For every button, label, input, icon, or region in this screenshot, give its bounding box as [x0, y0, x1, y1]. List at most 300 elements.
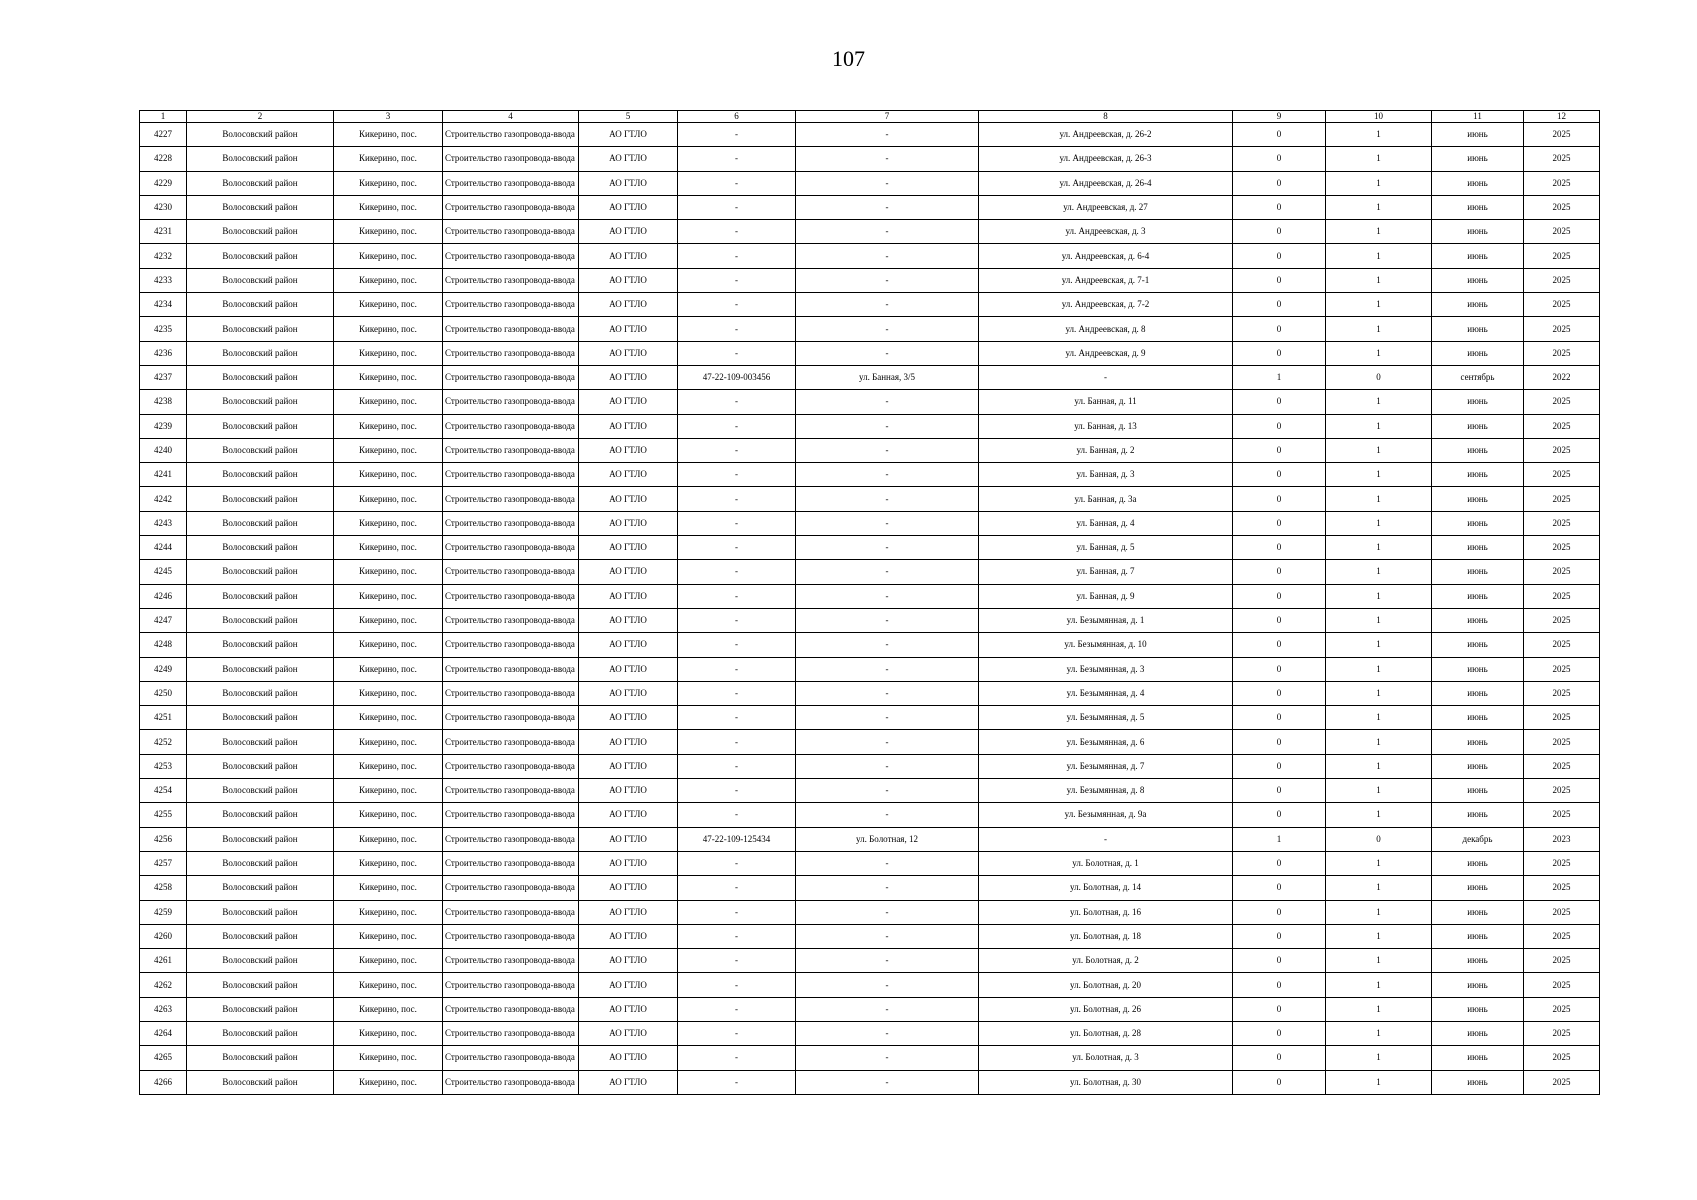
table-row — [140, 973, 1600, 997]
table-cell: 2025 — [1524, 293, 1600, 317]
table-cell: 0 — [1233, 463, 1326, 487]
table-cell: июнь — [1432, 147, 1524, 171]
page-number: 107 — [832, 46, 865, 71]
table-cell: 0 — [1233, 220, 1326, 244]
table-cell: 0 — [1233, 633, 1326, 657]
table-cell: АО ГТЛО — [579, 147, 678, 171]
table-cell: 2025 — [1524, 584, 1600, 608]
table-row — [140, 341, 1600, 365]
table-cell: Кикерино, пос. — [334, 657, 443, 681]
table-cell: 0 — [1233, 997, 1326, 1021]
table-row — [140, 487, 1600, 511]
table-cell: Кикерино, пос. — [334, 560, 443, 584]
table-cell: АО ГТЛО — [579, 341, 678, 365]
table-cell: 0 — [1233, 536, 1326, 560]
table-cell: 0 — [1233, 341, 1326, 365]
table-cell: 0 — [1326, 827, 1432, 851]
table-cell: июнь — [1432, 463, 1524, 487]
table-cell: 47-22-109-003456 — [678, 365, 796, 389]
table-row — [140, 390, 1600, 414]
table-cell: 4245 — [140, 560, 187, 584]
table-cell: июнь — [1432, 560, 1524, 584]
table-row — [140, 293, 1600, 317]
table-cell: - — [796, 706, 979, 730]
table-cell: июнь — [1432, 220, 1524, 244]
table-cell: 0 — [1233, 851, 1326, 875]
table-cell: 0 — [1233, 147, 1326, 171]
table-row — [140, 1070, 1600, 1094]
table-cell: 2025 — [1524, 803, 1600, 827]
table-cell: - — [678, 390, 796, 414]
table-row — [140, 414, 1600, 438]
table-cell: Волосовский район — [187, 949, 334, 973]
table-cell: АО ГТЛО — [579, 463, 678, 487]
column-header: 7 — [796, 111, 979, 123]
table-cell: 4255 — [140, 803, 187, 827]
table-cell: 2025 — [1524, 244, 1600, 268]
table-cell: 4232 — [140, 244, 187, 268]
table-cell: 1 — [1326, 924, 1432, 948]
table-cell: АО ГТЛО — [579, 560, 678, 584]
table-cell: 2025 — [1524, 754, 1600, 778]
table-cell: 4244 — [140, 536, 187, 560]
table-cell: - — [678, 924, 796, 948]
table-cell: - — [678, 803, 796, 827]
table-cell: - — [678, 414, 796, 438]
table-cell: ул. Андреевская, д. 7-1 — [979, 268, 1233, 292]
table-cell: АО ГТЛО — [579, 365, 678, 389]
table-cell: Волосовский район — [187, 973, 334, 997]
table-cell: - — [796, 438, 979, 462]
table-cell: 4256 — [140, 827, 187, 851]
table-cell: - — [979, 365, 1233, 389]
table-cell: 4262 — [140, 973, 187, 997]
table-cell: июнь — [1432, 487, 1524, 511]
table-cell: - — [796, 876, 979, 900]
table-row — [140, 827, 1600, 851]
table-cell: - — [678, 123, 796, 147]
table-cell: ул. Банная, д. 3 — [979, 463, 1233, 487]
table-cell: - — [678, 900, 796, 924]
table-cell: 1 — [1326, 1046, 1432, 1070]
table-cell: ул. Банная, д. 7 — [979, 560, 1233, 584]
table-row — [140, 803, 1600, 827]
table-cell: 2025 — [1524, 900, 1600, 924]
table-cell: Волосовский район — [187, 924, 334, 948]
table-cell: 0 — [1233, 803, 1326, 827]
table-cell: Волосовский район — [187, 414, 334, 438]
table-row — [140, 195, 1600, 219]
table-cell: 0 — [1233, 487, 1326, 511]
table-cell: - — [796, 1070, 979, 1094]
table-cell: Волосовский район — [187, 293, 334, 317]
table-cell: ул. Банная, д. 5 — [979, 536, 1233, 560]
table-cell: 1 — [1326, 341, 1432, 365]
table-cell: 4254 — [140, 779, 187, 803]
table-cell: Волосовский район — [187, 633, 334, 657]
table-cell: июнь — [1432, 1046, 1524, 1070]
table-cell: - — [796, 511, 979, 535]
table-cell: июнь — [1432, 997, 1524, 1021]
table-cell: Строительство газопровода-ввода — [443, 511, 579, 535]
table-row — [140, 657, 1600, 681]
table-cell: 4242 — [140, 487, 187, 511]
table-cell: 2025 — [1524, 1021, 1600, 1045]
table-cell: - — [796, 560, 979, 584]
table-cell: июнь — [1432, 1070, 1524, 1094]
table-row — [140, 511, 1600, 535]
table-row — [140, 317, 1600, 341]
table-cell: - — [796, 123, 979, 147]
table-cell: ул. Банная, д. 3а — [979, 487, 1233, 511]
table-cell: 2025 — [1524, 195, 1600, 219]
table-cell: ул. Болотная, д. 2 — [979, 949, 1233, 973]
table-cell: 2025 — [1524, 924, 1600, 948]
table-cell: Кикерино, пос. — [334, 779, 443, 803]
table-cell: Волосовский район — [187, 608, 334, 632]
table-cell: 4227 — [140, 123, 187, 147]
table-row — [140, 924, 1600, 948]
table-cell: 2025 — [1524, 657, 1600, 681]
table-cell: 2025 — [1524, 341, 1600, 365]
table-cell: 0 — [1233, 1046, 1326, 1070]
table-cell: ул. Болотная, д. 1 — [979, 851, 1233, 875]
table-cell: 4228 — [140, 147, 187, 171]
table-cell: 2025 — [1524, 706, 1600, 730]
table-cell: 1 — [1326, 147, 1432, 171]
table-cell: 0 — [1233, 268, 1326, 292]
table-cell: 2025 — [1524, 949, 1600, 973]
table-cell: Волосовский район — [187, 681, 334, 705]
table-cell: АО ГТЛО — [579, 293, 678, 317]
table-cell: ул. Безымянная, д. 10 — [979, 633, 1233, 657]
table-cell: Волосовский район — [187, 876, 334, 900]
table-cell: АО ГТЛО — [579, 220, 678, 244]
table-cell: 2025 — [1524, 730, 1600, 754]
column-header: 8 — [979, 111, 1233, 123]
table-cell: 0 — [1233, 560, 1326, 584]
table-cell: - — [678, 487, 796, 511]
table-cell: - — [678, 876, 796, 900]
table-cell: Волосовский район — [187, 706, 334, 730]
table-cell: - — [796, 293, 979, 317]
table-cell: Кикерино, пос. — [334, 220, 443, 244]
table-cell: - — [678, 997, 796, 1021]
table-row — [140, 754, 1600, 778]
table-cell: 0 — [1233, 608, 1326, 632]
table-cell: АО ГТЛО — [579, 171, 678, 195]
table-cell: 1 — [1326, 900, 1432, 924]
table-cell: - — [678, 195, 796, 219]
table-cell: ул. Андреевская, д. 7-2 — [979, 293, 1233, 317]
table-cell: - — [796, 147, 979, 171]
table-cell: - — [796, 657, 979, 681]
table-cell: - — [678, 341, 796, 365]
column-header: 4 — [443, 111, 579, 123]
table-cell: 2025 — [1524, 511, 1600, 535]
table-cell: - — [678, 1021, 796, 1045]
table-cell: ул. Безымянная, д. 5 — [979, 706, 1233, 730]
table-cell: 0 — [1233, 681, 1326, 705]
table-cell: Кикерино, пос. — [334, 1021, 443, 1045]
table-cell: Кикерино, пос. — [334, 730, 443, 754]
table-cell: АО ГТЛО — [579, 195, 678, 219]
table-cell: Строительство газопровода-ввода — [443, 390, 579, 414]
table-cell: - — [796, 195, 979, 219]
table-cell: декабрь — [1432, 827, 1524, 851]
table-cell: Строительство газопровода-ввода — [443, 949, 579, 973]
table-cell: - — [796, 997, 979, 1021]
table-cell: 1 — [1326, 511, 1432, 535]
table-row — [140, 949, 1600, 973]
table-cell: 1 — [1326, 779, 1432, 803]
table-cell: Кикерино, пос. — [334, 997, 443, 1021]
table-cell: АО ГТЛО — [579, 633, 678, 657]
table-cell: Волосовский район — [187, 560, 334, 584]
table-row — [140, 608, 1600, 632]
table-row — [140, 123, 1600, 147]
table-cell: ул. Андреевская, д. 9 — [979, 341, 1233, 365]
table-cell: 4238 — [140, 390, 187, 414]
table-cell: 1 — [1233, 365, 1326, 389]
table-cell: АО ГТЛО — [579, 268, 678, 292]
table-cell: АО ГТЛО — [579, 511, 678, 535]
table-row — [140, 876, 1600, 900]
table-cell: Строительство газопровода-ввода — [443, 244, 579, 268]
table-row — [140, 997, 1600, 1021]
table-cell: - — [796, 244, 979, 268]
table-cell: Волосовский район — [187, 754, 334, 778]
column-header: 10 — [1326, 111, 1432, 123]
table-cell: - — [796, 171, 979, 195]
table-cell: 1 — [1326, 973, 1432, 997]
table-cell: 1 — [1326, 414, 1432, 438]
table-cell: - — [796, 754, 979, 778]
table-cell: ул. Болотная, д. 14 — [979, 876, 1233, 900]
table-cell: - — [678, 730, 796, 754]
table-cell: 0 — [1233, 171, 1326, 195]
table-cell: - — [796, 317, 979, 341]
table-cell: 0 — [1233, 949, 1326, 973]
table-cell: АО ГТЛО — [579, 876, 678, 900]
table-cell: ул. Андреевская, д. 27 — [979, 195, 1233, 219]
table-cell: 1 — [1326, 706, 1432, 730]
table-cell: июнь — [1432, 244, 1524, 268]
table-cell: июнь — [1432, 438, 1524, 462]
table-cell: - — [678, 584, 796, 608]
table-cell: 1 — [1326, 390, 1432, 414]
table-cell: - — [796, 220, 979, 244]
table-cell: АО ГТЛО — [579, 1070, 678, 1094]
table-cell: Кикерино, пос. — [334, 827, 443, 851]
table-cell: - — [796, 730, 979, 754]
table-cell: Волосовский район — [187, 463, 334, 487]
table-row — [140, 438, 1600, 462]
table-cell: Строительство газопровода-ввода — [443, 657, 579, 681]
table-cell: Кикерино, пос. — [334, 973, 443, 997]
table-cell: АО ГТЛО — [579, 657, 678, 681]
table-cell: Волосовский район — [187, 317, 334, 341]
table-cell: - — [796, 633, 979, 657]
table-cell: ул. Болотная, д. 28 — [979, 1021, 1233, 1045]
table-cell: - — [678, 706, 796, 730]
table-cell: 2025 — [1524, 1070, 1600, 1094]
table-cell: Кикерино, пос. — [334, 536, 443, 560]
table-cell: Кикерино, пос. — [334, 268, 443, 292]
table-cell: 1 — [1326, 681, 1432, 705]
table-cell: 2025 — [1524, 123, 1600, 147]
table-cell: 2023 — [1524, 827, 1600, 851]
table-cell: 4258 — [140, 876, 187, 900]
table-cell: Кикерино, пос. — [334, 1046, 443, 1070]
table-row — [140, 463, 1600, 487]
table-cell: Волосовский район — [187, 220, 334, 244]
table-cell: - — [796, 924, 979, 948]
table-cell: - — [678, 633, 796, 657]
table-cell: Строительство газопровода-ввода — [443, 608, 579, 632]
table-cell: 4233 — [140, 268, 187, 292]
column-header: 6 — [678, 111, 796, 123]
table-cell: Строительство газопровода-ввода — [443, 803, 579, 827]
table-cell: 2025 — [1524, 851, 1600, 875]
table-cell: Кикерино, пос. — [334, 390, 443, 414]
table-cell: 4264 — [140, 1021, 187, 1045]
table-cell: Волосовский район — [187, 268, 334, 292]
table-cell: Строительство газопровода-ввода — [443, 414, 579, 438]
table-cell: - — [678, 681, 796, 705]
table-cell: - — [678, 973, 796, 997]
table-cell: - — [678, 317, 796, 341]
table-cell: ул. Андреевская, д. 3 — [979, 220, 1233, 244]
table-cell: - — [979, 827, 1233, 851]
table-cell: Волосовский район — [187, 171, 334, 195]
table-cell: - — [796, 268, 979, 292]
table-cell: 0 — [1233, 293, 1326, 317]
table-cell: Строительство газопровода-ввода — [443, 195, 579, 219]
table-cell: Волосовский район — [187, 1021, 334, 1045]
table-cell: Кикерино, пос. — [334, 171, 443, 195]
table-cell: ул. Банная, д. 4 — [979, 511, 1233, 535]
table-cell: 4252 — [140, 730, 187, 754]
table-cell: 2025 — [1524, 633, 1600, 657]
table-row — [140, 681, 1600, 705]
table-cell: июнь — [1432, 608, 1524, 632]
table-cell: 1 — [1326, 171, 1432, 195]
table-cell: 2025 — [1524, 463, 1600, 487]
table-cell: 1 — [1326, 657, 1432, 681]
table-cell: АО ГТЛО — [579, 827, 678, 851]
table-cell: Строительство газопровода-ввода — [443, 171, 579, 195]
table-cell: Волосовский район — [187, 123, 334, 147]
table-cell: Строительство газопровода-ввода — [443, 365, 579, 389]
table-cell: 1 — [1326, 876, 1432, 900]
table-cell: 2022 — [1524, 365, 1600, 389]
table-cell: - — [796, 1046, 979, 1070]
table-cell: 2025 — [1524, 414, 1600, 438]
table-cell: Строительство газопровода-ввода — [443, 851, 579, 875]
table-cell: Строительство газопровода-ввода — [443, 220, 579, 244]
table-cell: Волосовский район — [187, 390, 334, 414]
table-cell: ул. Банная, д. 13 — [979, 414, 1233, 438]
table-cell: Волосовский район — [187, 900, 334, 924]
table-cell: Строительство газопровода-ввода — [443, 827, 579, 851]
table-cell: Кикерино, пос. — [334, 608, 443, 632]
table-cell: 2025 — [1524, 390, 1600, 414]
table-cell: Строительство газопровода-ввода — [443, 1021, 579, 1045]
table-cell: АО ГТЛО — [579, 900, 678, 924]
table-cell: Кикерино, пос. — [334, 123, 443, 147]
table-cell: ул. Банная, 3/5 — [796, 365, 979, 389]
table-cell: АО ГТЛО — [579, 414, 678, 438]
table-cell: - — [678, 560, 796, 584]
table-cell: 0 — [1233, 973, 1326, 997]
table-cell: Волосовский район — [187, 341, 334, 365]
table-cell: АО ГТЛО — [579, 584, 678, 608]
table-cell: Строительство газопровода-ввода — [443, 754, 579, 778]
table-cell: - — [796, 608, 979, 632]
table-cell: июнь — [1432, 876, 1524, 900]
table-cell: июнь — [1432, 584, 1524, 608]
table-cell: июнь — [1432, 195, 1524, 219]
table-cell: 2025 — [1524, 438, 1600, 462]
table-cell: - — [796, 584, 979, 608]
table-cell: АО ГТЛО — [579, 997, 678, 1021]
table-cell: Кикерино, пос. — [334, 244, 443, 268]
table-cell: Кикерино, пос. — [334, 949, 443, 973]
table-cell: 2025 — [1524, 317, 1600, 341]
column-header: 1 — [140, 111, 187, 123]
table-cell: 4261 — [140, 949, 187, 973]
table-cell: 0 — [1233, 123, 1326, 147]
table-cell: АО ГТЛО — [579, 779, 678, 803]
table-cell: 1 — [1326, 608, 1432, 632]
table-body — [140, 123, 1600, 1095]
table-cell: 1 — [1326, 730, 1432, 754]
table-cell: - — [678, 220, 796, 244]
table-cell: АО ГТЛО — [579, 390, 678, 414]
table-cell: Волосовский район — [187, 730, 334, 754]
table-cell: Кикерино, пос. — [334, 414, 443, 438]
table-cell: Кикерино, пос. — [334, 900, 443, 924]
table-cell: ул. Безымянная, д. 7 — [979, 754, 1233, 778]
table-cell: 0 — [1233, 1021, 1326, 1045]
table-cell: Кикерино, пос. — [334, 317, 443, 341]
table-cell: Строительство газопровода-ввода — [443, 779, 579, 803]
table-cell: 4253 — [140, 754, 187, 778]
table-cell: 4243 — [140, 511, 187, 535]
table-cell: июнь — [1432, 779, 1524, 803]
table-cell: ул. Болотная, д. 20 — [979, 973, 1233, 997]
table-cell: 4241 — [140, 463, 187, 487]
table-cell: 1 — [1326, 754, 1432, 778]
table-cell: 1 — [1326, 293, 1432, 317]
table-cell: Кикерино, пос. — [334, 438, 443, 462]
table-cell: 0 — [1233, 511, 1326, 535]
column-header: 5 — [579, 111, 678, 123]
table-cell: июнь — [1432, 511, 1524, 535]
table-cell: Строительство газопровода-ввода — [443, 997, 579, 1021]
column-header: 11 — [1432, 111, 1524, 123]
table-cell: - — [678, 268, 796, 292]
table-cell: июнь — [1432, 730, 1524, 754]
register-table — [139, 110, 1600, 1095]
table-cell: 0 — [1233, 924, 1326, 948]
table-row — [140, 268, 1600, 292]
table-cell: 4229 — [140, 171, 187, 195]
table-cell: Кикерино, пос. — [334, 706, 443, 730]
table-cell: 1 — [1326, 997, 1432, 1021]
table-cell: ул. Безымянная, д. 9а — [979, 803, 1233, 827]
